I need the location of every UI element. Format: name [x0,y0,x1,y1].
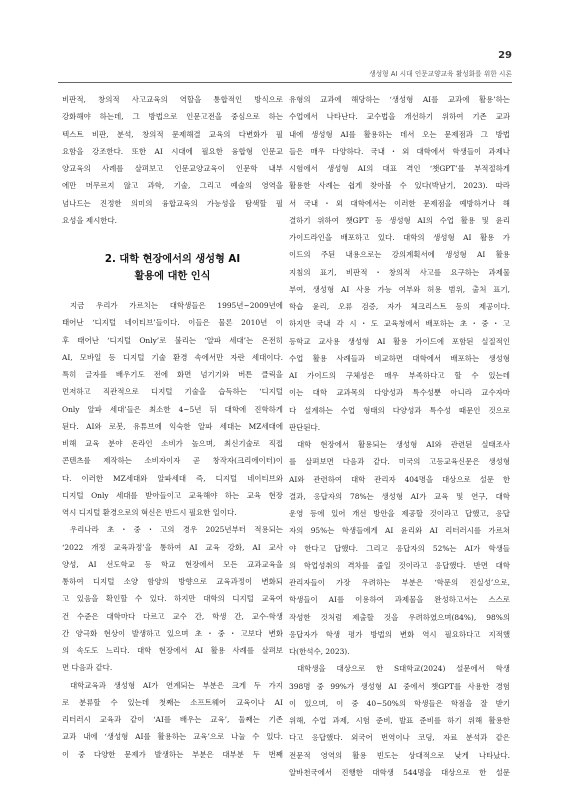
text-line: 등학교 교사용 생성형 AI 활용 가이드에 포함된 실질적인 [289,336,510,346]
text-line: 위해, 수업 과제, 시험 준비, 발표 준비를 하기 위해 활용한 [289,716,510,725]
text-line: AI와 관련하여 대학 관리자 404명을 대상으로 설문 한 [289,474,510,484]
text-line: 지금 우리가 가르치는 대학생들은 1995년~2009년에 [70,301,283,310]
text-line: 를 살펴보면 다음과 같다. 미국의 고등교육신문은 생성형 [289,457,510,467]
text-line: 결과, 응답자의 78%는 생성형 AI가 교육 및 연구, 대학 [289,491,510,501]
intro-paragraph [62,91,283,229]
text-line: 디지털 Only 세대를 받아들이고 교육해야 하는 교육 현장 [62,490,283,500]
right-column [289,91,510,781]
text-line: 자의 95%는 학생들에게 AI 윤리와 AI 리터러시를 가르쳐 [289,526,510,536]
text-line: 역시 디지털 환경으로의 혁신은 반드시 필요한 일이다. [62,508,237,517]
text-line: 관리자들이 가장 우려하는 부분은 ‘학문의 진실성’으로, [289,578,510,587]
text-line: 판단된다. [289,422,321,432]
section-heading-line-1: 2. 대학 현장에서의 생성형 AI [104,254,241,265]
text-line: 활용한 사례는 쉽게 찾아볼 수 있다(박남기, 2023). 따라 [289,181,510,191]
text-line: 된다. AI와 로봇, 유튜브에 익숙한 알파 세대는 MZ세대에 [62,421,283,431]
text-line: 학습 윤리, 오류 검증, 자가 체크리스트 등의 제공이다. [289,302,510,311]
text-line: 유형의 교과에 해당하는 ‘생성형 AI를 교과에 활용’하는 [289,95,510,104]
text-line: 텍스트 비판, 분석, 창의적 문제해결 교육의 다변화가 필 [62,129,283,139]
text-line: 태어난 ‘디지털 네이티브’들이다. 이들은 물론 2010년 이 [62,318,283,328]
text-line: 알바천국에서 진행한 대학생 544명을 대상으로 한 설문 [289,767,510,777]
text-line: 고 있음을 확인할 수 있다. 하지만 대학의 디지털 교육여 [62,594,283,604]
text-line: 우리나라 초・중・고의 경우 2025년부터 적용되는 [70,525,283,535]
text-line: 콘텐츠를 제작하는 소비자이자 곧 창작자(크리에이터)이 [62,456,283,466]
text-line: 대학교육과 생성형 AI가 연계되는 부분은 크게 두 가지 [70,680,283,690]
text-line: 398명 중 99%가 생성형 AI 중에서 챗GPT를 사용한 경험 [289,681,510,691]
text-line: 시험에서 생성형 AI의 대표 격인 ‘챗GPT’를 부적절하게 [289,164,510,173]
text-line: 양교육의 사례를 살펴보고 인문교양교육이 인문학 내부 [62,164,283,173]
text-line: 요함을 강조한다. 또한 AI 시대에 필요한 융합형 인문교 [62,146,283,156]
text-line: 수업 활용 사례들과 비교하면 대학에서 배포하는 생성형 [289,353,510,363]
text-line: 이 중 다양한 문제가 발생하는 부분은 대부분 두 번째 [62,749,283,759]
text-line: 다 설계하는 수업 형태의 다양성과 특수성 때문인 것으로 [289,405,510,415]
paragraph [62,677,283,763]
running-header: 생성형 AI 시대 인문교양교육 활성화를 위한 시론 [369,70,512,78]
text-line: 다(한석수, 2023). [289,647,350,656]
text-line: 특히 글자를 배우기도 전에 화면 넘기기와 버튼 클릭을 [62,370,283,379]
text-line: 요성을 제시한다. [62,215,118,225]
paragraph [62,521,283,676]
text-line: 대학생을 대상으로 한 S대학교(2024) 설문에서 학생 [297,664,510,674]
text-line: 대학 현장에서 활용되는 생성형 AI와 관련된 실태조사 [297,440,510,449]
text-line: 응답자가 학생 평가 방법의 변화 역시 필요하다고 지적했 [289,629,510,639]
left-column [62,91,283,763]
text-line: AI 가이드의 구체성은 매우 부족하다고 할 수 있는데 [289,371,510,380]
text-line: 이드의 주된 내용으로는 강의계획서에 생성형 AI 활용 [289,250,510,260]
text-line: 이 있으며, 이 중 40~50%의 학생들은 학점을 잘 받기 [289,698,510,708]
text-line: 비판적, 창의적 사고교육의 역할을 통합적인 방식으로 [62,95,283,104]
paragraph [289,436,510,660]
paragraph [289,91,510,436]
text-line: 통하여 디지털 소양 함양의 방향으로 교육과정이 변화되 [62,577,283,586]
text-line: 리터러시 교육과 같이 ‘AI를 배우는 교육’, 둘째는 기존 [62,715,283,724]
text-line: 비해 교육 분야 온라인 소비가 높으며, 최신기술로 직접 [62,439,283,448]
text-line: Only 알파 세대’들은 최소한 4~5년 뒤 대학에 진학하게 [62,404,283,414]
text-line: 다고 응답했다. 외국어 번역이나 코딩, 자료 분석과 같은 [289,733,510,743]
text-line: 운영 등에 있어 개선 방안을 제공할 것이라고 답했고, 응답 [289,509,510,518]
text-line: 이는 대학 교과목의 다양성과 특수성뿐 아니라 교수자마 [289,388,510,398]
text-line: 로 분류할 수 있는데 첫째는 소프트웨어 교육이나 AI [62,697,283,707]
text-line: 면 다음과 같다. [62,663,113,673]
text-line: 먼저하고 직관적으로 디지털 기술을 습득하는 ‘디지털 [62,387,283,397]
text-line: 후 태어난 ‘디지털 Only’로 불리는 ‘알파 세대’는 온전히 [62,335,283,345]
header-rule [58,82,512,83]
text-line: ‘2022 개정 교육과정’을 통하여 AI 교육 강화, AI 교사 [62,542,283,552]
text-line: 넘나드는 진정한 의미의 융합교육의 가능성을 탐색할 필 [62,198,283,208]
text-line: 작성한 것처럼 제출할 것을 우려하였으며(84%), 98%의 [289,612,510,622]
text-line: 내에 생성형 AI를 활용하는 데서 오는 문제점과 그 방법 [289,129,510,139]
text-line: 서 국내・외 대학에서는 이러한 문제점을 예방하거나 해 [289,198,510,208]
text-line: 지침의 표기, 비판적・창의적 사고를 요구하는 과제물 [289,267,510,277]
text-line: 의 학업성취의 격차를 줄일 것이라고 응답했다. 반면 대학 [289,560,510,570]
text-line: 간 양극화 현상이 발생하고 있으며 초・중・고보다 변화 [62,628,283,638]
text-line: 결하기 위하여 챗GPT 등 생성형 AI의 수업 활용 및 윤리 [289,215,510,225]
text-line: 에만 머무르지 않고 과학, 기술, 그리고 예술의 영역을 [62,181,283,191]
section-heading-line-2: 활용에 대한 인식 [134,271,211,282]
text-line: 전문적 영역의 활용 빈도는 상대적으로 낮게 나타났다. [289,750,510,760]
text-line: 의 속도도 느리다. 대학 현장에서 AI 활용 사례를 살펴보 [62,646,283,655]
text-line: 수업에서 나타난다. 교수법을 개선하기 위하여 기존 교과 [289,112,510,122]
paragraph [62,297,283,521]
text-line: 하지만 국내 각 시・도 교육청에서 배포하는 초・중・고 [289,319,510,329]
section-heading [62,251,283,285]
page-number: 29 [498,50,512,61]
text-line: 양성, AI 선도학교 등 학교 현장에서 모든 교과교육을 [62,559,283,569]
text-line: 다. 이러한 MZ세대와 알파세대 즉, 디지털 네이티브와 [62,473,283,483]
text-line: 부여, 생성형 AI 사용 가능 여부와 허용 범위, 출처 표기, [289,284,510,294]
text-line: AI, 모바일 등 디지털 기술 환경 속에서만 자란 세대이다. [62,352,283,362]
text-line: 학생들이 AI를 이용하여 과제물을 완성하고서는 스스로 [289,595,510,605]
text-line: 강화해야 하는데, 그 방법으로 인문고전을 중심으로 하는 [62,112,283,122]
text-line: 가이드라인을 배포하고 있다. 대학의 생성형 AI 활용 가 [289,233,510,242]
text-line: 들은 매우 다양하다. 국내・외 대학에서 학생들이 과제나 [289,146,510,156]
text-line: 야 한다고 답했다. 그리고 응답자의 52%는 AI가 학생들 [289,543,510,553]
text-line: 건 수준은 대학마다 다르고 교수 간, 학생 간, 교수-학생 [62,611,283,621]
paragraph [289,660,510,781]
text-line: 교과 내에 ‘생성형 AI를 활용하는 교육’으로 나눌 수 있다. [62,732,283,742]
